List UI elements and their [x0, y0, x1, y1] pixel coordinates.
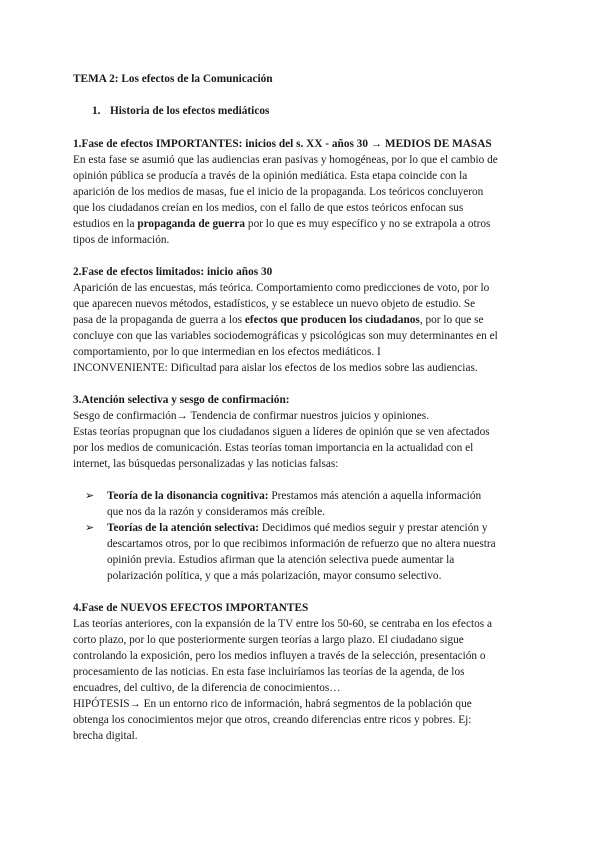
paragraph-line: que los ciudadanos creían en los medios, con el fallo de que estos teóricos enfocan sus: [73, 202, 464, 214]
phase-2-heading: 2.Fase de efectos limitados: inicio años 30: [73, 266, 273, 278]
paragraph-line: INCONVENIENTE: Dificultad para aislar los efectos de los medios sobre las audiencias.: [73, 362, 478, 374]
page-title: TEMA 2: Los efectos de la Comunicación: [73, 73, 273, 85]
arrow-bullet-icon: ➢: [85, 490, 95, 502]
paragraph-line: obtenga los conocimientos mejor que otros, creando diferencias entre ricos y pobres. Ej:: [73, 714, 472, 726]
bullet-line: [107, 489, 481, 504]
bold-term: efectos que producen los ciudadanos: [244, 314, 420, 326]
paragraph-line: tipos de información.: [73, 234, 170, 246]
paragraph-line: HIPÓTESIS→ En un entorno rico de información, habrá segmentos de la población que: [73, 698, 472, 710]
text-run: por lo que es muy específico y no se extrapola a otros: [245, 218, 491, 230]
paragraph-line: aparición de los medios de masas, fue el inicio de la propaganda. Los teóricos concluyeron: [73, 186, 484, 198]
paragraph-line: comportamiento, por lo que intermedian en los efectos mediáticos. I: [73, 346, 381, 358]
paragraph-line: encuadres, del cultivo, de la diferencia de conocimientos…: [73, 682, 341, 694]
bullet-line: que nos da la razón y consideramos más creíble.: [107, 506, 326, 518]
paragraph-line: opinión pública se producía a través de la opinión mediática. Esta etapa coincide con la: [73, 170, 468, 182]
phase-4-heading: 4.Fase de NUEVOS EFECTOS IMPORTANTES: [73, 602, 309, 614]
paragraph-line: [73, 217, 490, 232]
paragraph-line: corto plazo, por lo que posteriormente surgen teorías a largo plazo. El ciudadano sigue: [73, 634, 464, 646]
paragraph-line: controlando la exposición, pero los medios influyen a través de la selección, presentación o: [73, 650, 486, 662]
paragraph-line: que aparecen nuevos métodos, estadísticos, y se establece un nuevo objeto de estudio. Se: [73, 298, 476, 310]
paragraph-line: Aparición de las encuestas, más teórica. Comportamiento como predicciones de voto, por lo: [73, 282, 490, 294]
bullet-term: Teorías de la atención selectiva:: [107, 522, 260, 534]
bullet-line: [107, 521, 487, 536]
bullet-line: descartamos otros, por lo que recibimos información de refuerzo que no altera nuestra: [107, 538, 496, 550]
paragraph-line: Las teorías anteriores, con la expansión de la TV entre los 50-60, se centraba en los efectos a: [73, 618, 492, 630]
arrow-bullet-icon: ➢: [85, 522, 95, 534]
section-heading-number: 1.: [92, 105, 101, 117]
bullet-term: Teoría de la disonancia cognitiva:: [107, 490, 269, 502]
text-run: Prestamos más atención a aquella información: [268, 490, 482, 502]
paragraph-line: [73, 313, 484, 328]
section-3-heading: 3.Atención selectiva y sesgo de confirmación:: [73, 394, 290, 406]
bullet-line: polarización política, y que a más polarización, mayor consumo selectivo.: [107, 570, 442, 582]
paragraph-line: concluye con que las variables sociodemográficas y psicológicas son muy determinantes en el: [73, 330, 498, 342]
section-heading: Historia de los efectos mediáticos: [110, 105, 270, 117]
paragraph-line: Sesgo de confirmación→ Tendencia de confirmar nuestros juicios y opiniones.: [73, 410, 430, 422]
paragraph-line: internet, las búsquedas personalizadas y las noticias falsas:: [73, 458, 339, 470]
paragraph-line: brecha digital.: [73, 730, 138, 742]
text-run: estudios en la: [73, 218, 138, 230]
text-run: pasa de la propaganda de guerra a los: [73, 314, 245, 326]
phase-1-heading: 1.Fase de efectos IMPORTANTES: inicios del s. XX - años 30 → MEDIOS DE MASAS: [73, 138, 492, 150]
text-run: , por lo que se: [419, 314, 484, 326]
paragraph-line: por los medios de comunicación. Estas teorías toman importancia en la actualidad con el: [73, 442, 474, 454]
paragraph-line: En esta fase se asumió que las audiencias eran pasivas y homogéneas, por lo que el cambio de: [73, 154, 498, 166]
paragraph-line: Estas teorías propugnan que los ciudadanos siguen a líderes de opinión que se ven afectados: [73, 426, 490, 438]
text-run: Decidimos qué medios seguir y prestar atención y: [259, 522, 488, 534]
paragraph-line: procesamiento de las noticias. En esta fase incluiríamos las teorías de la agenda, de los: [73, 666, 465, 678]
bullet-line: opinión previa. Estudios afirman que la atención selectiva puede aumentar la: [107, 554, 455, 566]
bold-term: propaganda de guerra: [137, 218, 246, 230]
